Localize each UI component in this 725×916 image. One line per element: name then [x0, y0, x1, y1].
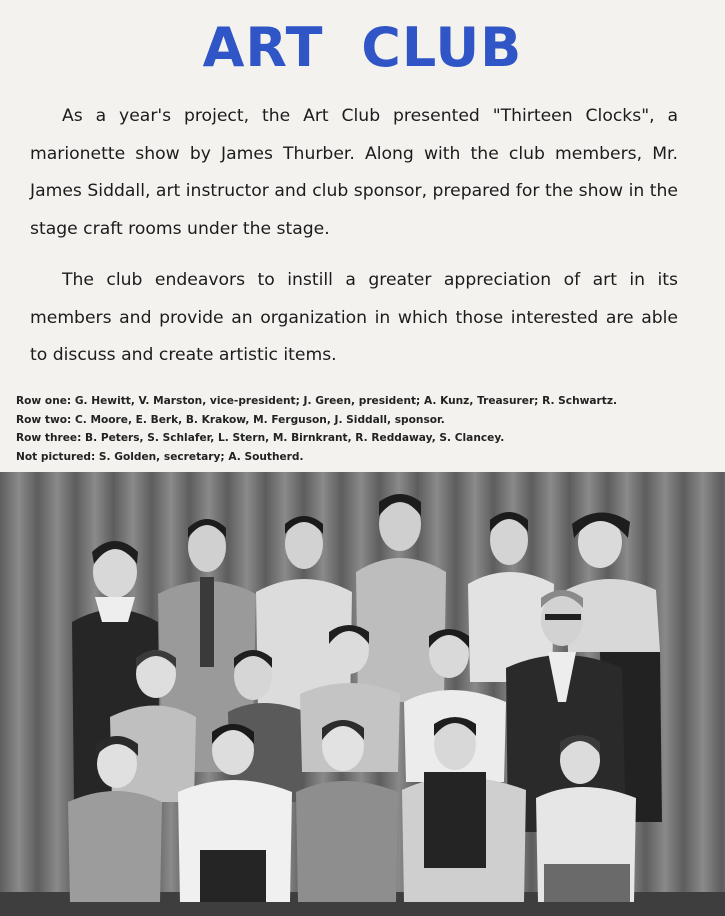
paragraph-project: As a year's project, the Art Club presented "Thirteen Clocks", a marionette show by James Thurber. Along with the club members, Mr. James Siddall, art instructor and club sponsor, prepared for the show in the stage craft rooms under the stage.: [30, 106, 678, 239]
caption-row-one: Row one: G. Hewitt, V. Marston, vice-president; J. Green, president; A. Kunz, Treasurer; R. Schwartz.: [16, 395, 618, 407]
paragraph-purpose: The club endeavors to instill a greater appreciation of art in its members and provide an organization in which those interested are able to discuss and create artistic items.: [30, 270, 678, 365]
page-title: ART CLUB: [202, 16, 523, 79]
group-photo-illustration: [0, 472, 725, 916]
caption-not-pictured: Not pictured: S. Golden, secretary; A. Southerd.: [16, 450, 304, 463]
group-photo: [0, 472, 725, 916]
caption-row-three: Row three: B. Peters, S. Schlafer, L. Stern, M. Birnkrant, R. Reddaway, S. Clancey.: [16, 432, 505, 444]
photo-caption: [16, 392, 716, 466]
caption-row-two: Row two: C. Moore, E. Berk, B. Krakow, M. Ferguson, J. Siddall, sponsor.: [16, 413, 445, 426]
